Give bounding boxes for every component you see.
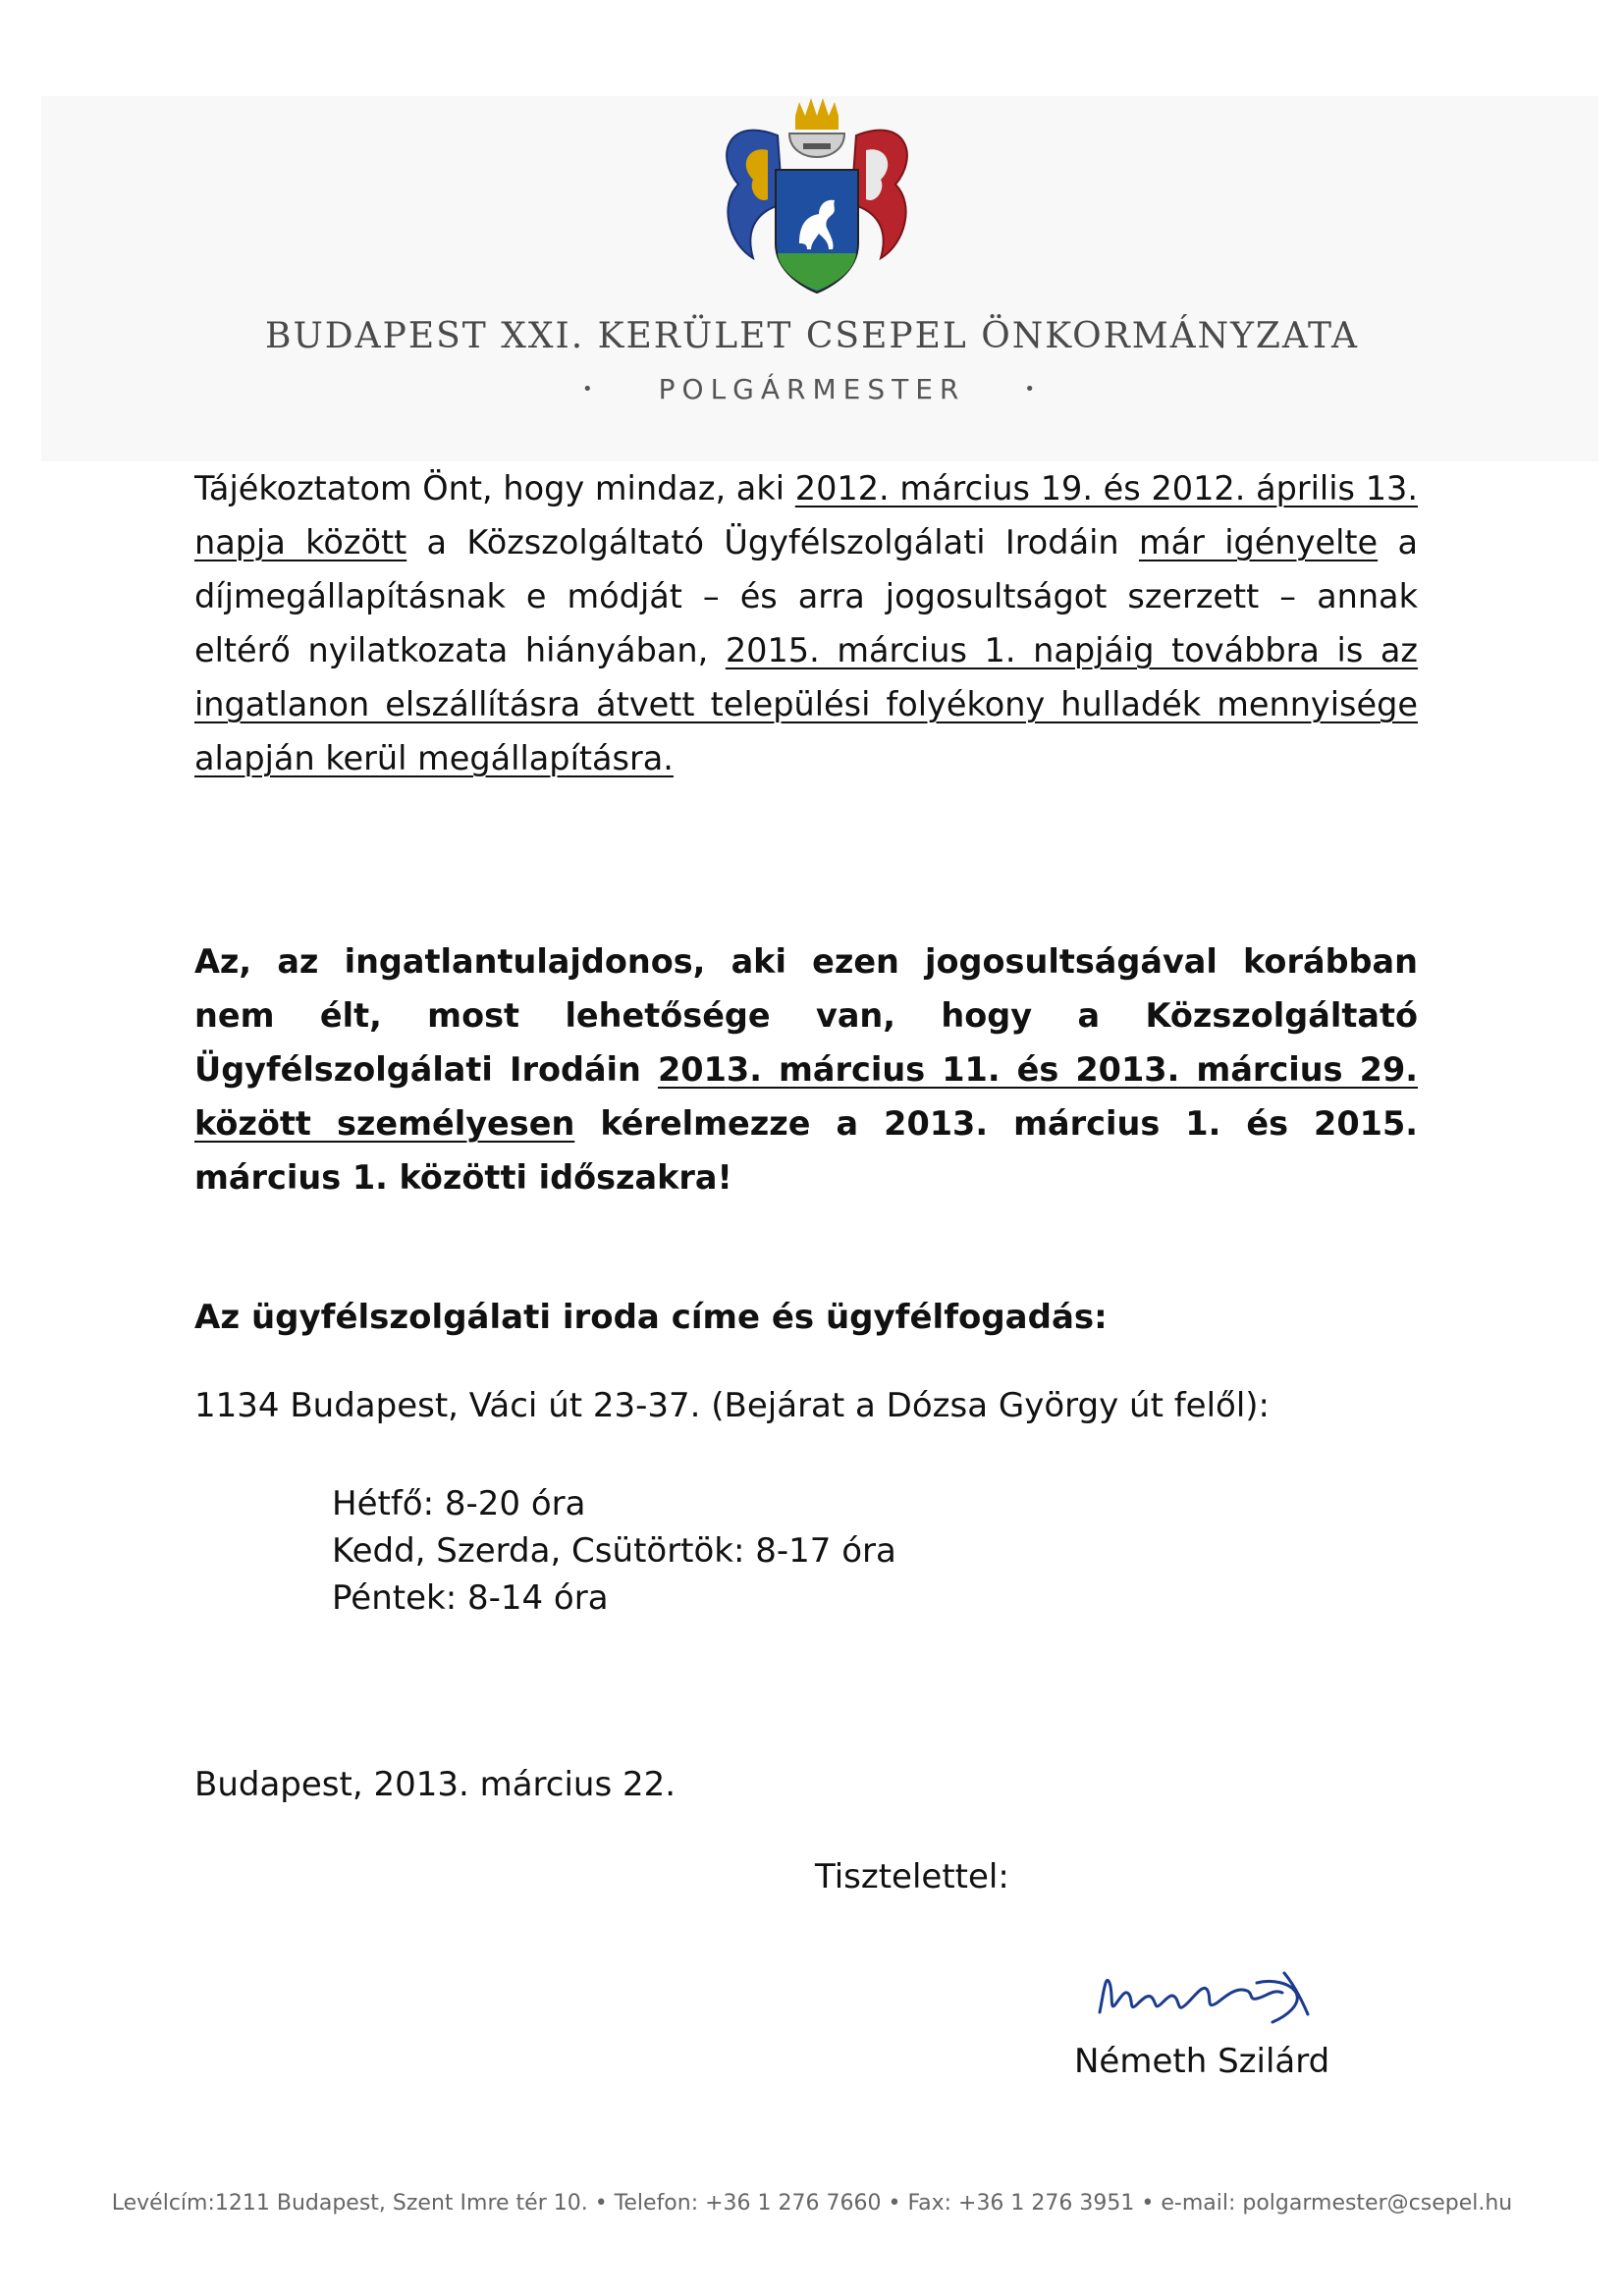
signer-name: Németh Szilárd <box>1074 2042 1330 2081</box>
office-title-row <box>0 373 1624 405</box>
office-address: 1134 Budapest, Váci út 23-37. (Bejárat a Dózsa György út felől): <box>194 1386 1271 1425</box>
bold-paragraph <box>194 934 1418 1204</box>
hours-tue-thu: Kedd, Szerda, Csütörtök: 8-17 óra <box>332 1531 896 1571</box>
paragraph-text: a díjmegállapításnak e módját – és arra jogosultságot szerzett – annak eltérő nyilatkozata hiányában, <box>194 523 1418 669</box>
separator-dot: • <box>582 379 600 400</box>
info-paragraph <box>194 461 1418 785</box>
date-line: Budapest, 2013. március 22. <box>194 1765 677 1804</box>
contact-heading: Az ügyfélszolgálati iroda címe és ügyfélfogadás: <box>194 1298 1108 1337</box>
paragraph-text: a Közszolgáltató Ügyfélszolgálati Irodáin <box>406 523 1139 561</box>
office-hours <box>332 1480 896 1622</box>
paragraph-text: Tájékoztatom Önt, hogy mindaz, aki <box>194 469 795 507</box>
underlined-phrase: már igényelte <box>1138 523 1379 561</box>
closing-salutation: Tisztelettel: <box>815 1857 1009 1896</box>
underlined-date-range: 2013. március 11. és 2013. március 29. között személyesen <box>194 1050 1418 1143</box>
institution-name: BUDAPEST XXI. KERÜLET CSEPEL ÖNKORMÁNYZATA <box>264 316 1359 356</box>
handwritten-signature <box>1080 1953 1355 2032</box>
hours-friday: Péntek: 8-14 óra <box>332 1578 609 1618</box>
underlined-date-range: 2012. március 19. és 2012. április 13. napja között <box>194 469 1418 561</box>
coat-of-arms-icon <box>709 96 925 302</box>
office-title: POLGÁRMESTER <box>658 373 966 405</box>
paragraph-text: Az, az ingatlantulajdonos, aki ezen jogosultságával korábban nem élt, most lehetősége van, hogy a Közszolgáltató Ügyfélszolgálati Irodáin <box>194 942 1418 1089</box>
hours-monday: Hétfő: 8-20 óra <box>332 1484 586 1523</box>
underlined-phrase: 2015. március 1. napjáig továbbra is az ingatlanon elszállításra átvett települési folyékony hulladék mennyisége alapján kerül megállapításra. <box>194 631 1418 777</box>
paragraph-text: kérelmezze a 2013. március 1. és 2015. március 1. közötti időszakra! <box>194 1104 1418 1197</box>
footer-contact-line: Levélcím:1211 Budapest, Szent Imre tér 10. • Telefon: +36 1 276 7660 • Fax: +36 1 276 3951 • e-mail: polgarmester@csepel.hu <box>111 2191 1513 2216</box>
separator-dot: • <box>1024 379 1042 400</box>
